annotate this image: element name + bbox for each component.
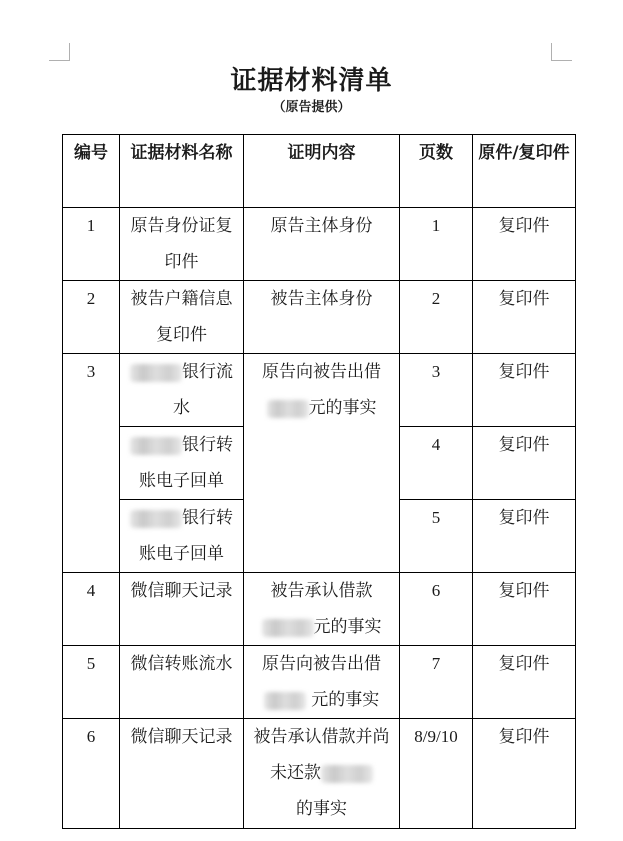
cell-material-name: 微信转账流水 [120,646,244,719]
cell-original-copy: 复印件 [473,646,576,719]
cell-material-name: 微信聊天记录 [120,719,244,829]
cell-material-name [120,500,244,573]
page-corner-mark-left [49,43,70,61]
cell-page-count: 6 [400,573,473,646]
cell-proof-content [244,573,400,646]
proof-content-text: 被告承认借款 [270,581,373,601]
cell-original-copy: 复印件 [473,354,576,427]
proof-content-text: 被告承认借款并尚未还款 [253,727,390,783]
redacted-amount [267,400,309,418]
material-name-text: 银行流水 [173,362,233,418]
cell-original-copy: 复印件 [473,573,576,646]
table-header-row [63,135,576,208]
cell-page-count: 7 [400,646,473,719]
cell-original-copy: 复印件 [473,208,576,281]
cell-material-name: 微信聊天记录 [120,573,244,646]
page-corner-mark-right [551,43,572,61]
cell-page-count: 1 [400,208,473,281]
header-proof-content: 证明内容 [244,135,400,208]
cell-page-count: 2 [400,281,473,354]
cell-material-name: 被告户籍信息复印件 [120,281,244,354]
cell-number: 1 [63,208,120,281]
header-original-copy: 原件/复印件 [473,135,576,208]
cell-page-count: 4 [400,427,473,500]
cell-original-copy: 复印件 [473,281,576,354]
table-row [63,573,576,646]
cell-number: 3 [63,354,120,573]
redacted-amount [321,765,373,783]
proof-content-text: 原告向被告出借 [262,654,381,674]
cell-page-count: 5 [400,500,473,573]
header-page-count: 页数 [400,135,473,208]
proof-content-suffix: 元的事实 [308,398,377,418]
material-name-text: 银行转账电子回单 [139,508,233,564]
redacted-amount [262,619,314,637]
redacted-text [130,510,182,528]
proof-content-suffix: 元的事实 [311,690,380,710]
cell-proof-content: 被告主体身份 [244,281,400,354]
cell-number: 5 [63,646,120,719]
table-row [63,354,576,427]
table-row [63,281,576,354]
cell-page-count: 3 [400,354,473,427]
table-row [63,719,576,829]
redacted-text [130,364,182,382]
cell-proof-content [244,354,400,573]
cell-number: 4 [63,573,120,646]
redacted-text [130,437,182,455]
table-row [63,646,576,719]
proof-content-text: 原告向被告出借 [262,362,381,382]
table-row [63,208,576,281]
cell-material-name [120,427,244,500]
proof-content-suffix: 元的事实 [313,617,382,637]
evidence-table [62,134,576,829]
document-subtitle: （原告提供） [272,100,351,115]
document-title: 证据材料清单 [230,66,393,96]
cell-original-copy: 复印件 [473,500,576,573]
cell-original-copy: 复印件 [473,719,576,829]
cell-number: 6 [63,719,120,829]
cell-material-name [120,354,244,427]
cell-proof-content [244,719,400,829]
cell-page-count: 8/9/10 [400,719,473,829]
header-material-name: 证据材料名称 [120,135,244,208]
header-number: 编号 [63,135,120,208]
cell-material-name: 原告身份证复印件 [120,208,244,281]
cell-original-copy: 复印件 [473,427,576,500]
redacted-amount [264,692,306,710]
cell-number: 2 [63,281,120,354]
material-name-text: 银行转账电子回单 [139,435,233,491]
cell-proof-content: 原告主体身份 [244,208,400,281]
proof-content-suffix: 的事实 [296,799,347,819]
cell-proof-content [244,646,400,719]
